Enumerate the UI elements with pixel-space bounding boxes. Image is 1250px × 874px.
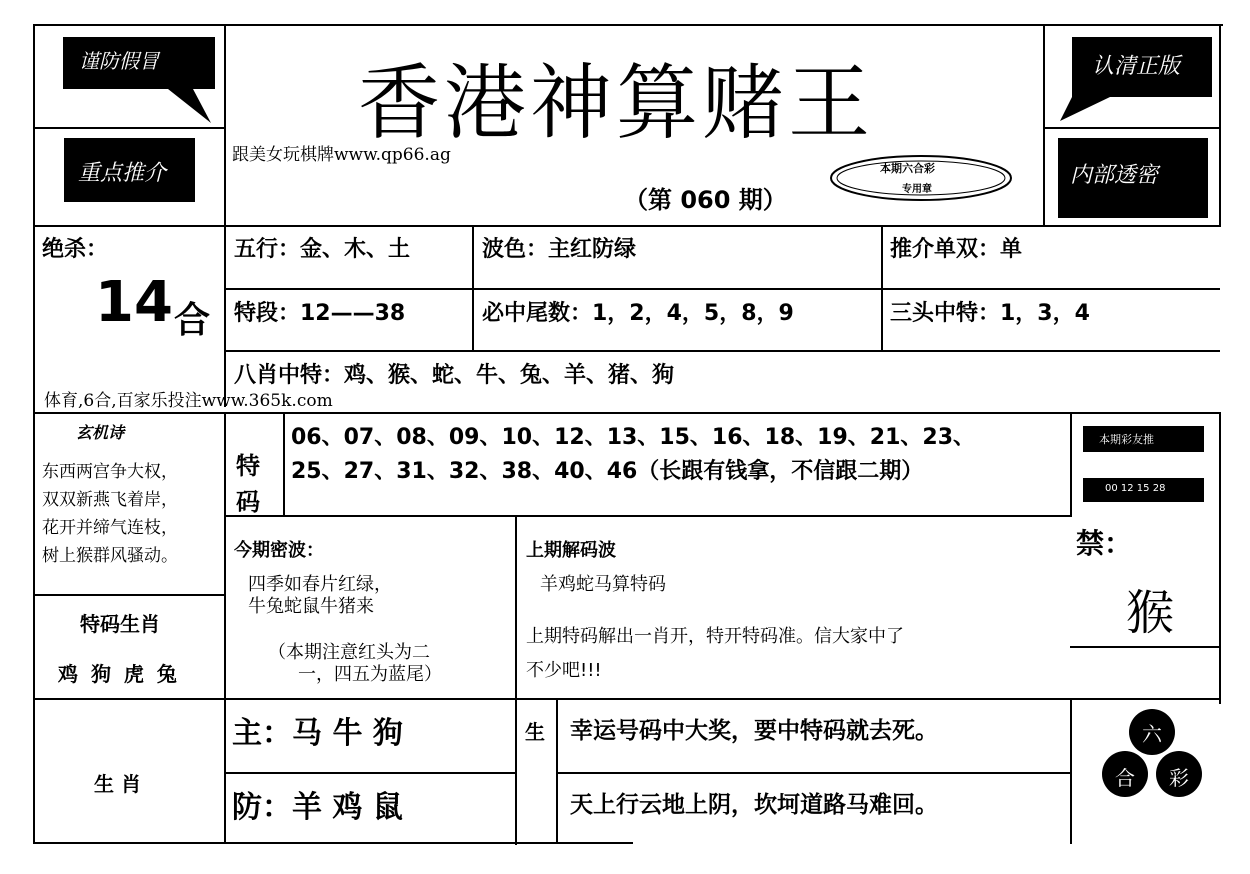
last-line3: 不少吧!!!: [526, 660, 602, 681]
mibo-title: 今期密波：: [234, 540, 324, 561]
tmsx-title: 特码生肖: [80, 612, 160, 636]
frame-right-top: [1219, 24, 1221, 227]
tema-right-divider: [1070, 412, 1072, 516]
tema-label-divider: [283, 412, 285, 516]
saying-mid-line: [556, 772, 1072, 774]
last-line1: 羊鸡蛇马算特码: [540, 574, 666, 595]
frame-bottom: [33, 842, 633, 844]
santou: 三头中特：1，3，4: [890, 301, 1090, 326]
tema-top-line: [33, 412, 1221, 414]
logo-text-right: 彩: [1169, 766, 1189, 790]
recommend-box-text: 本期彩友推: [1099, 433, 1154, 446]
tema-numbers-line1: 06、07、08、09、10、12、13、15、16、18、19、21、23、: [291, 425, 975, 450]
logo-text-top: 六: [1142, 722, 1162, 746]
number-box-text: 00 12 15 28: [1105, 483, 1166, 494]
header-right-split: [1043, 127, 1221, 129]
frame-right-mid: [1219, 414, 1221, 704]
header-bottom-line: [33, 225, 1221, 227]
logo-text-left: 合: [1115, 766, 1135, 790]
tema-numbers-line2: 25、27、31、32、38、40、46（长跟有钱拿，不信跟二期）: [291, 459, 924, 484]
mibo-line2: 牛兔蛇鼠牛猪来: [248, 596, 374, 617]
badge-top-left: [63, 37, 218, 129]
row-divider-a: [472, 225, 474, 351]
logo-divider: [1070, 698, 1072, 844]
tmsx-top-line: [33, 594, 225, 596]
header-divider-left: [224, 24, 226, 227]
row2-bottom-line: [224, 350, 1220, 352]
liuhecai-logo: [1098, 708, 1206, 800]
fang-animals: 防：羊 鸡 鼠: [232, 790, 403, 825]
teduan: 特段：12——38: [234, 301, 406, 326]
kill-label: 绝杀：: [42, 237, 109, 262]
header-divider-right: [1043, 24, 1045, 227]
mibo-note2: 一，四五为蓝尾）: [298, 664, 442, 685]
issue-number: （第 060 期）: [624, 186, 787, 214]
kill-unit: 合: [174, 300, 211, 341]
weishu: 必中尾数：1，2，4，5，8，9: [482, 301, 794, 326]
jin-bottom-line: [1070, 646, 1220, 648]
row-divider-b: [881, 225, 883, 351]
side-label-sheng: 生: [525, 720, 545, 744]
saying-line2: 天上行云地上阴，坎坷道路马难回。: [570, 792, 938, 818]
poem-line: 树上猴群风骚动。: [42, 546, 178, 566]
kill-divider: [224, 225, 226, 407]
mibo-note1: （本期注意红头为二: [268, 642, 430, 663]
kill-number: 14: [95, 270, 173, 335]
saying-label-divider: [556, 698, 558, 843]
tema-label-1: 特: [236, 452, 260, 480]
row1-bottom-line: [224, 288, 1220, 290]
zhu-animals: 主：马 牛 狗: [232, 716, 403, 751]
badge-top-left-text: 谨防假冒: [79, 49, 159, 73]
ad-line-qp66: 跟美女玩棋牌www.qp66.ag: [232, 145, 451, 165]
badge-mid-left-text: 重点推介: [78, 161, 167, 186]
last-line2: 上期特码解出一肖开，特开特码准。信大家中了: [526, 626, 904, 647]
tema-bottom-line: [224, 515, 1072, 517]
jin-label: 禁：: [1076, 527, 1133, 560]
bose: 波色：主红防绿: [482, 237, 637, 262]
danshuang: 推介单双：单: [890, 237, 1023, 262]
page-title: 香港神算赌王: [358, 56, 875, 151]
stamp-bottom-text: 专用章: [902, 184, 932, 195]
jin-animal: 猴: [1126, 585, 1175, 641]
poem-line: 东西两宫争大权，: [42, 462, 178, 482]
recommend-box: [1083, 426, 1204, 452]
left-col-divider: [224, 412, 226, 842]
last-title: 上期解码波: [526, 540, 616, 561]
ad-line-365k: 体育,6合,百家乐投注www.365k.com: [44, 391, 333, 411]
wuxing: 五行：金、木、土: [234, 237, 411, 262]
shengxiao-label: 生 肖: [94, 772, 141, 796]
number-box: [1083, 478, 1204, 502]
bax-zhongte: 八肖中特：鸡、猴、蛇、牛、兔、羊、猪、狗: [234, 363, 675, 388]
poem-line: 花开并缔气连枝，: [42, 518, 178, 538]
poem-lines: [42, 458, 222, 570]
badge-mid-left: [64, 138, 195, 202]
oval-stamp: [828, 152, 1014, 204]
poem-line: 双双新燕飞着岸，: [42, 490, 178, 510]
badge-mid-right-text: 内部透密: [1070, 163, 1159, 188]
frame-left: [33, 24, 35, 844]
badge-top-right: [1060, 37, 1216, 127]
mibo-divider: [515, 515, 517, 845]
tema-label-2: 码: [236, 488, 260, 516]
saying-line1: 幸运号码中大奖，要中特码就去死。: [570, 718, 938, 744]
stamp-top-text: 本期六合彩: [880, 162, 935, 175]
badge-mid-right: [1058, 138, 1208, 218]
mibo-line1: 四季如春片红绿，: [248, 574, 392, 595]
tmsx-animals: 鸡 狗 虎 兔: [58, 662, 180, 686]
badge-top-right-text: 认清正版: [1092, 54, 1181, 79]
tmsx-bottom-line: [33, 698, 225, 700]
poem-title: 玄机诗: [76, 423, 125, 442]
zhu-bottom-line: [224, 772, 516, 774]
